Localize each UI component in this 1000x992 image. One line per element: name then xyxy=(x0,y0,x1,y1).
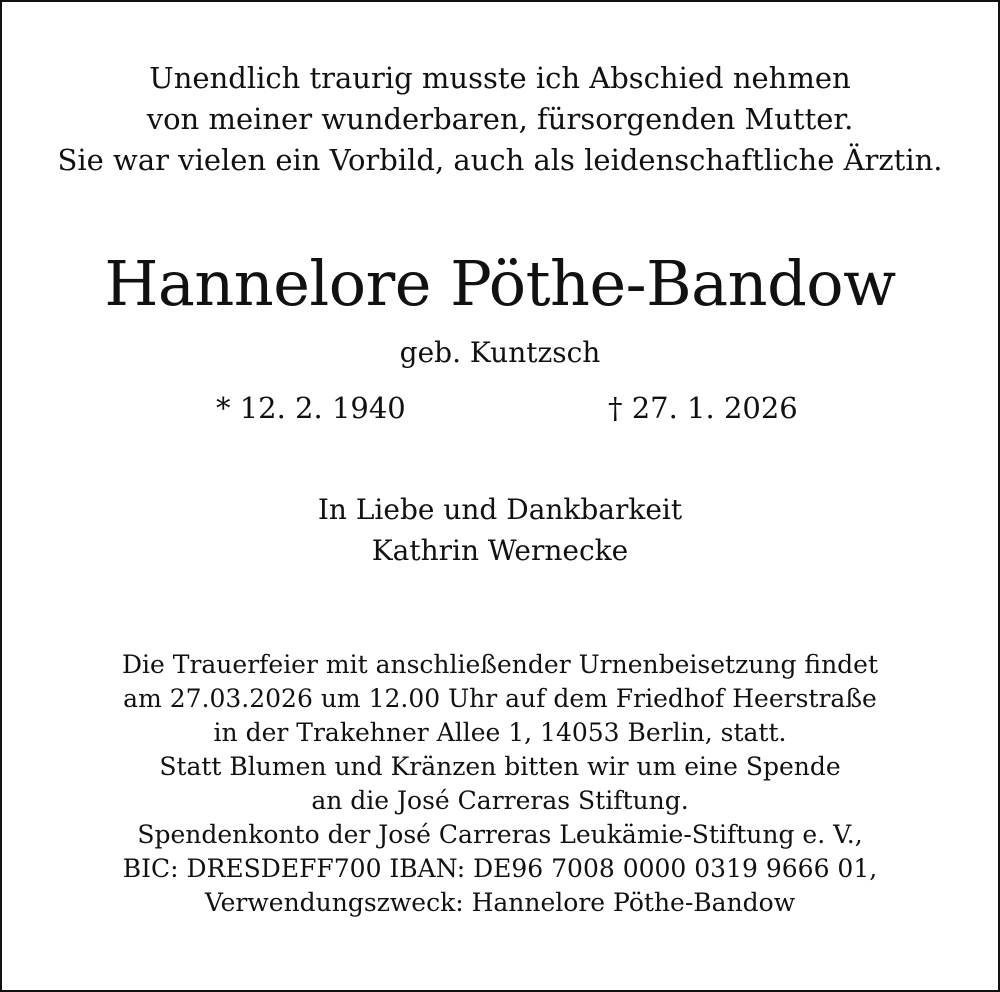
details-line: in der Trakehner Allee 1, 14053 Berlin, statt. xyxy=(213,718,787,747)
closing-line: In Liebe und Dankbarkeit xyxy=(317,493,683,526)
signatory-name: Kathrin Wernecke xyxy=(371,534,629,567)
details-line: Die Trauerfeier mit anschließender Urnenbeisetzung findet xyxy=(121,650,879,679)
details-line: Spendenkonto der José Carreras Leukämie-Stiftung e. V., xyxy=(137,820,863,849)
details-line: am 27.03.2026 um 12.00 Uhr auf dem Friedhof Heerstraße xyxy=(123,684,877,713)
intro-line: Unendlich traurig musste ich Abschied nehmen xyxy=(149,61,851,95)
details-line: Statt Blumen und Kränzen bitten wir um eine Spende xyxy=(159,752,841,781)
maiden-name: geb. Kuntzsch xyxy=(399,336,601,369)
details-line: Verwendungszweck: Hannelore Pöthe-Bandow xyxy=(204,888,796,917)
death-date: † 27. 1. 2026 xyxy=(608,391,798,425)
details-line: an die José Carreras Stiftung. xyxy=(311,786,689,815)
details-line: BIC: DRESDEFF700 IBAN: DE96 7008 0000 0319 9666 01, xyxy=(122,854,878,883)
deceased-name: Hannelore Pöthe-Bandow xyxy=(104,247,896,320)
birth-date: * 12. 2. 1940 xyxy=(216,391,406,425)
intro-line: Sie war vielen ein Vorbild, auch als leidenschaftliche Ärztin. xyxy=(57,143,943,177)
intro-line: von meiner wunderbaren, fürsorgenden Mutter. xyxy=(146,102,854,136)
